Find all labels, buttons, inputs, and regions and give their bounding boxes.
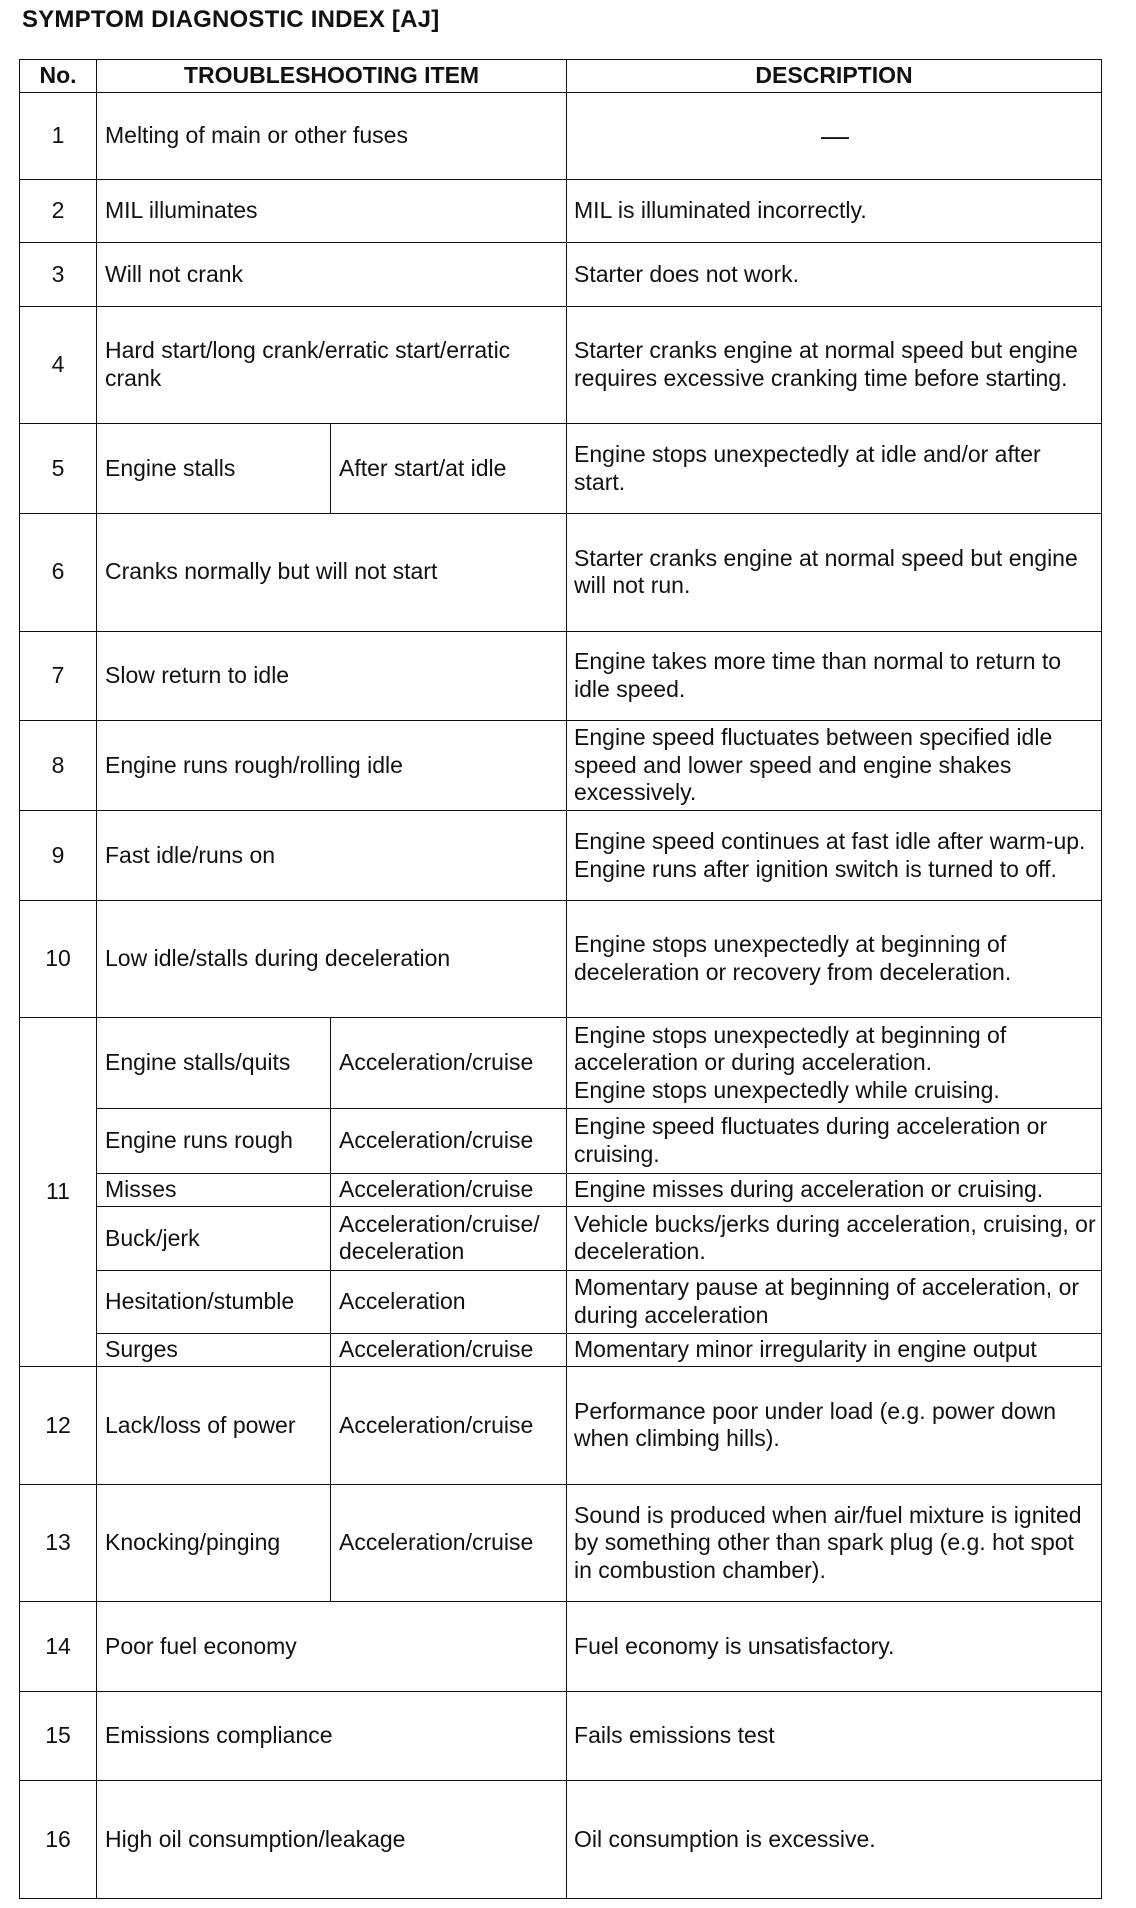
row-number: 5 — [20, 424, 97, 513]
description: Engine stops unexpectedly at beginning of acceleration or during acceleration. Engine stops unexpectedly while cruising. — [567, 1018, 1102, 1108]
table-row — [20, 306, 1102, 424]
table-row — [20, 900, 1102, 1018]
row-number: 1 — [20, 92, 97, 179]
table-row — [20, 1270, 1102, 1333]
description: — — [567, 92, 1102, 179]
table-row — [20, 1174, 1102, 1207]
row-number: 11 — [20, 1018, 97, 1367]
troubleshooting-item: Hard start/long crank/erratic start/erratic crank — [97, 306, 567, 424]
troubleshooting-item: Engine runs rough/rolling idle — [97, 721, 567, 811]
troubleshooting-item: Engine stalls — [97, 424, 331, 513]
condition: Acceleration/cruise — [331, 1018, 567, 1108]
troubleshooting-item: MIL illuminates — [97, 180, 567, 243]
row-number: 8 — [20, 721, 97, 811]
troubleshooting-item: Poor fuel economy — [97, 1602, 567, 1691]
table-row — [20, 1781, 1102, 1899]
troubleshooting-item: Will not crank — [97, 243, 567, 306]
header-description: DESCRIPTION — [567, 60, 1102, 93]
description: Starter does not work. — [567, 243, 1102, 306]
description: MIL is illuminated incorrectly. — [567, 180, 1102, 243]
table-row — [20, 513, 1102, 631]
description: Sound is produced when air/fuel mixture is ignited by something other than spark plug (e.g. hot spot in combustion chamber). — [567, 1484, 1102, 1602]
description: Starter cranks engine at normal speed but engine requires excessive cranking time before starting. — [567, 306, 1102, 424]
condition: Acceleration/cruise — [331, 1484, 567, 1602]
description: Momentary pause at beginning of acceleration, or during acceleration — [567, 1270, 1102, 1333]
table-row — [20, 1018, 1102, 1108]
condition: Acceleration/cruise — [331, 1174, 567, 1207]
troubleshooting-item: Engine stalls/quits — [97, 1018, 331, 1108]
description: Starter cranks engine at normal speed but engine will not run. — [567, 513, 1102, 631]
row-number: 2 — [20, 180, 97, 243]
row-number: 9 — [20, 811, 97, 900]
description: Fails emissions test — [567, 1691, 1102, 1780]
description: Performance poor under load (e.g. power down when climbing hills). — [567, 1367, 1102, 1485]
row-number: 10 — [20, 900, 97, 1018]
description: Engine stops unexpectedly at beginning of deceleration or recovery from deceleration. — [567, 900, 1102, 1018]
page-title: SYMPTOM DIAGNOSTIC INDEX [AJ] — [22, 6, 440, 33]
condition: Acceleration/cruise — [331, 1367, 567, 1485]
row-number: 6 — [20, 513, 97, 631]
symptom-index-table — [19, 59, 1102, 1899]
troubleshooting-item: Lack/loss of power — [97, 1367, 331, 1485]
troubleshooting-item: Misses — [97, 1174, 331, 1207]
condition: After start/at idle — [331, 424, 567, 513]
troubleshooting-item: Cranks normally but will not start — [97, 513, 567, 631]
troubleshooting-item: Engine runs rough — [97, 1108, 331, 1173]
troubleshooting-item: Hesitation/stumble — [97, 1270, 331, 1333]
troubleshooting-item: Knocking/pinging — [97, 1484, 331, 1602]
row-number: 12 — [20, 1367, 97, 1485]
table-row — [20, 92, 1102, 179]
table-row — [20, 1207, 1102, 1270]
table-row — [20, 631, 1102, 720]
row-number: 4 — [20, 306, 97, 424]
troubleshooting-item: Surges — [97, 1333, 331, 1366]
table-row — [20, 1333, 1102, 1366]
row-number: 7 — [20, 631, 97, 720]
troubleshooting-item: High oil consumption/leakage — [97, 1781, 567, 1899]
troubleshooting-item: Melting of main or other fuses — [97, 92, 567, 179]
troubleshooting-item: Emissions compliance — [97, 1691, 567, 1780]
table-row — [20, 424, 1102, 513]
description: Engine speed continues at fast idle after warm-up. Engine runs after ignition switch is turned to off. — [567, 811, 1102, 900]
description: Engine speed fluctuates between specified idle speed and lower speed and engine shakes excessively. — [567, 721, 1102, 811]
troubleshooting-item: Low idle/stalls during deceleration — [97, 900, 567, 1018]
row-number: 16 — [20, 1781, 97, 1899]
header-no: No. — [20, 60, 97, 93]
table-row — [20, 243, 1102, 306]
description: Engine speed fluctuates during acceleration or cruising. — [567, 1108, 1102, 1173]
condition: Acceleration/cruise — [331, 1108, 567, 1173]
troubleshooting-item: Fast idle/runs on — [97, 811, 567, 900]
header-row — [20, 60, 1102, 93]
troubleshooting-item: Buck/jerk — [97, 1207, 331, 1270]
row-number: 13 — [20, 1484, 97, 1602]
description: Oil consumption is excessive. — [567, 1781, 1102, 1899]
troubleshooting-item: Slow return to idle — [97, 631, 567, 720]
table-row — [20, 1367, 1102, 1485]
condition: Acceleration/cruise — [331, 1333, 567, 1366]
description: Vehicle bucks/jerks during acceleration, cruising, or deceleration. — [567, 1207, 1102, 1270]
table-row — [20, 1691, 1102, 1780]
description: Engine stops unexpectedly at idle and/or after start. — [567, 424, 1102, 513]
description: Fuel economy is unsatisfactory. — [567, 1602, 1102, 1691]
condition: Acceleration — [331, 1270, 567, 1333]
row-number: 15 — [20, 1691, 97, 1780]
description: Engine takes more time than normal to return to idle speed. — [567, 631, 1102, 720]
row-number: 14 — [20, 1602, 97, 1691]
table-row — [20, 1108, 1102, 1173]
table-row — [20, 811, 1102, 900]
row-number: 3 — [20, 243, 97, 306]
table-row — [20, 1484, 1102, 1602]
header-item: TROUBLESHOOTING ITEM — [97, 60, 567, 93]
description: Momentary minor irregularity in engine output — [567, 1333, 1102, 1366]
condition: Acceleration/cruise/ deceleration — [331, 1207, 567, 1270]
table-row — [20, 721, 1102, 811]
description: Engine misses during acceleration or cruising. — [567, 1174, 1102, 1207]
table-row — [20, 180, 1102, 243]
table-row — [20, 1602, 1102, 1691]
